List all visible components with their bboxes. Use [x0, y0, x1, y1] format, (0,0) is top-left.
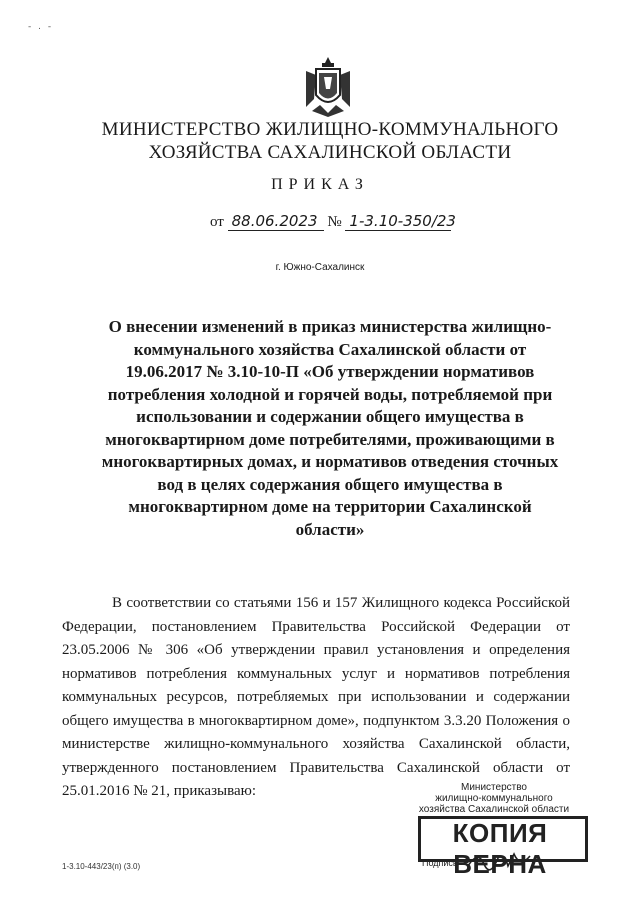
signature-icon	[464, 848, 534, 872]
stamp-line2: жилищно-коммунального	[435, 793, 553, 804]
order-reference	[210, 212, 456, 231]
order-date: 88.06.2023	[228, 212, 324, 231]
coat-of-arms-icon	[300, 55, 356, 119]
ministry-name-line2: ХОЗЯЙСТВА САХАЛИНСКОЙ ОБЛАСТИ	[148, 142, 512, 163]
stamp-header	[404, 782, 584, 815]
order-from-label: от	[210, 214, 224, 230]
body-paragraph: В соответствии со статьями 156 и 157 Жилищного кодекса Российской Федерации, постановлением Правительства Российской Федерации от 23.05.2006 № 306 «Об утверждении правил установления и определения нормативов потребления коммунальных услуг и нормативов потребления коммунальных ресурсов, потребляемых при использовании и содержании общего имущества в многоквартирном доме», подпунктом 3.3.20 Положения о министерстве жилищно-коммунального хозяйства Сахалинской области, утвержденного постановлением Правительства Сахалинской области от 25.01.2016 № 21, приказываю:	[62, 595, 570, 799]
order-number: 1-3.10-350/23	[345, 212, 451, 231]
footer-code: 1-3.10-443/23(п) (3.0)	[62, 862, 141, 871]
ministry-name	[80, 118, 580, 164]
corner-mark: - . -	[28, 22, 54, 32]
stamp-line3: хозяйства Сахалинской области	[418, 804, 570, 815]
order-title: ПРИКАЗ	[271, 176, 369, 193]
stamp-signature-label: Подпись	[422, 858, 458, 868]
order-number-label: №	[327, 214, 342, 230]
ministry-name-line1: МИНИСТЕРСТВО ЖИЛИЩНО-КОММУНАЛЬНОГО	[101, 119, 559, 140]
stamp-main-text: КОПИЯ ВЕРНА	[452, 818, 548, 879]
certified-copy-stamp	[404, 776, 584, 879]
stamp-line1: Министерство	[461, 782, 527, 793]
city: г. Южно-Сахалинск	[275, 262, 365, 273]
order-subject: О внесении изменений в приказ министерства жилищно-коммунального хозяйства Сахалинской области от 19.06.2017 № 3.10-10-П «Об утверждении нормативов потребления холодной и горячей воды, потребляемой при использовании и содержании общего имущества в многоквартирном доме потребителями, проживающими в многоквартирных домах, и нормативов отведения сточных вод в целях содержания общего имущества в многоквартирном доме на территории Сахалинской области»	[101, 317, 559, 539]
